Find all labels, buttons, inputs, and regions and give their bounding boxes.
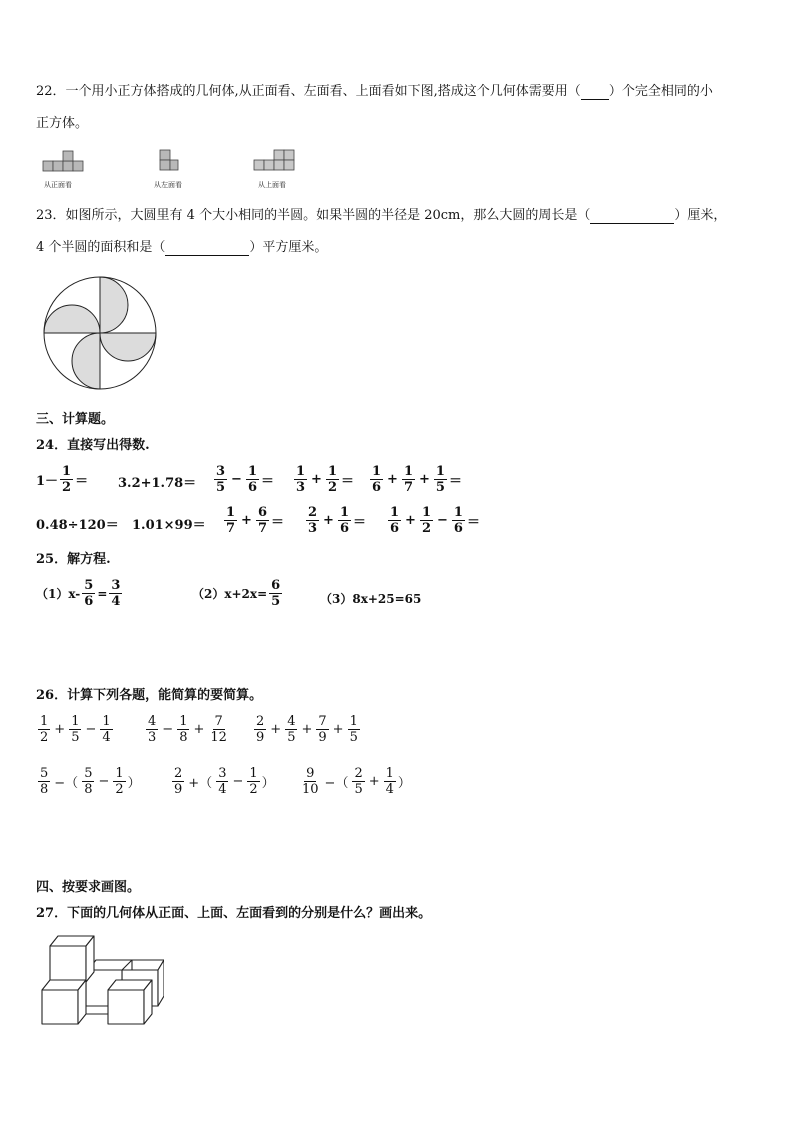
equals: = — [97, 586, 108, 601]
fraction — [146, 714, 158, 745]
operator: + — [270, 722, 282, 737]
q23-text: 23．如图所示，大圆里有 4 个大小相同的半圆。如果半圆的半径是 20cm，那么大圆的周长是（ — [36, 208, 591, 223]
numerator: 1 — [179, 714, 188, 729]
numerator: 1 — [372, 464, 382, 479]
numerator: 1 — [247, 464, 257, 479]
fraction — [113, 766, 125, 797]
fraction — [224, 505, 237, 536]
fraction — [82, 578, 95, 609]
numerator: 1 — [102, 714, 111, 729]
denominator: 4 — [111, 594, 121, 609]
operator: −（ — [54, 776, 79, 791]
denominator: 5 — [71, 730, 80, 745]
denominator: 2 — [327, 480, 337, 495]
q23-line2 — [36, 240, 327, 256]
numerator: 1 — [453, 505, 463, 520]
numerator: 2 — [256, 714, 265, 729]
denominator: 3 — [148, 730, 157, 745]
fraction — [285, 714, 297, 745]
operator: +（ — [188, 776, 213, 791]
denominator: 2 — [115, 782, 124, 797]
denominator: 5 — [271, 594, 281, 609]
operator: − — [232, 774, 244, 789]
top-view-figure — [252, 148, 298, 172]
fraction — [216, 766, 228, 797]
expr-text: 1－ — [36, 474, 59, 489]
operator: + — [405, 513, 416, 528]
denominator: 9 — [174, 782, 183, 797]
numerator: 7 — [214, 714, 223, 729]
operator: + — [323, 513, 334, 528]
q24-r1-e — [368, 464, 462, 495]
operator: + — [419, 472, 430, 487]
numerator: 2 — [308, 505, 318, 520]
denominator: 2 — [62, 480, 72, 495]
front-view-caption: 从正面看 — [44, 181, 72, 189]
numerator: 4 — [148, 714, 157, 729]
expr-text: （1）x- — [36, 587, 81, 601]
q24-r1-c — [212, 464, 274, 495]
fraction — [452, 505, 465, 536]
fraction — [38, 766, 50, 797]
fraction — [294, 464, 307, 495]
denominator: 5 — [354, 782, 363, 797]
denominator: 8 — [179, 730, 188, 745]
numerator: 2 — [354, 766, 363, 781]
denominator: 4 — [385, 782, 394, 797]
q24-r2-b: 1.01×99＝ — [132, 518, 206, 533]
top-view-caption: 从上面看 — [258, 181, 286, 189]
q22-line1 — [36, 84, 713, 100]
left-view-figure — [158, 148, 182, 172]
q26-r1-a — [36, 714, 115, 745]
denominator: 10 — [302, 782, 319, 797]
denominator: 5 — [216, 480, 226, 495]
fraction — [316, 714, 328, 745]
fraction — [269, 578, 282, 609]
numerator: 1 — [296, 464, 306, 479]
denominator: 3 — [296, 480, 306, 495]
operator: + — [368, 774, 380, 789]
denominator: 6 — [372, 480, 382, 495]
fraction — [109, 578, 122, 609]
numerator: 3 — [216, 464, 226, 479]
close-paren: ） — [127, 776, 141, 791]
operator: + — [332, 722, 344, 737]
numerator: 5 — [84, 578, 94, 593]
operator: + — [241, 513, 252, 528]
numerator: 1 — [390, 505, 400, 520]
numerator: 9 — [306, 766, 315, 781]
denominator: 7 — [226, 521, 236, 536]
denominator: 5 — [435, 480, 445, 495]
fraction — [208, 714, 229, 745]
numerator: 6 — [257, 505, 267, 520]
q22-text-end: ）个完全相同的小 — [608, 84, 713, 99]
operator: − — [98, 774, 110, 789]
denominator: 5 — [349, 730, 358, 745]
fraction — [82, 766, 94, 797]
numerator: 1 — [349, 714, 358, 729]
numerator: 1 — [403, 464, 413, 479]
fraction — [69, 714, 81, 745]
q24-r2-e — [386, 505, 480, 536]
close-paren: ） — [261, 776, 275, 791]
operator: + — [54, 722, 66, 737]
denominator: 9 — [256, 730, 265, 745]
q23-text2-end: ）平方厘米。 — [249, 240, 328, 255]
equals: ＝ — [353, 515, 367, 530]
fraction — [172, 766, 184, 797]
numerator: 1 — [249, 766, 258, 781]
equals: ＝ — [271, 515, 285, 530]
q23-text2: 4 个半圆的面积和是（ — [36, 240, 166, 255]
numerator: 1 — [226, 505, 236, 520]
q27-title: 27．下面的几何体从正面、上面、左面看到的分别是什么？画出来。 — [36, 906, 432, 921]
denominator: 2 — [249, 782, 258, 797]
equals: ＝ — [448, 474, 462, 489]
fraction — [326, 464, 339, 495]
q26-r2-a — [36, 766, 141, 797]
fraction — [60, 464, 73, 495]
operator: + — [311, 472, 322, 487]
fraction — [388, 505, 401, 536]
q26-title: 26．计算下列各题，能简算的要简算。 — [36, 688, 263, 703]
denominator: 6 — [84, 594, 94, 609]
numerator: 1 — [385, 766, 394, 781]
numerator: 1 — [339, 505, 349, 520]
fraction — [247, 766, 259, 797]
operator: − — [437, 513, 448, 528]
numerator: 7 — [318, 714, 327, 729]
q24-r2-a: 0.48÷120＝ — [36, 518, 119, 533]
q25-title: 25．解方程. — [36, 552, 111, 567]
close-paren: ） — [397, 776, 411, 791]
denominator: 8 — [84, 782, 93, 797]
denominator: 6 — [453, 521, 463, 536]
section-4-heading: 四、按要求画图。 — [36, 880, 141, 895]
q26-r2-c — [298, 766, 411, 797]
fraction — [300, 766, 321, 797]
equals: ＝ — [261, 474, 275, 489]
q25-eq3: （3）8x+25=65 — [320, 592, 422, 606]
q24-r2-d — [304, 505, 366, 536]
fraction — [256, 505, 269, 536]
fraction — [370, 464, 383, 495]
q23-text-end: ）厘米， — [674, 208, 727, 223]
denominator: 3 — [308, 521, 318, 536]
fraction — [348, 714, 360, 745]
operator: + — [387, 472, 398, 487]
operator: + — [301, 722, 313, 737]
numerator: 1 — [71, 714, 80, 729]
fraction — [402, 464, 415, 495]
fraction — [384, 766, 396, 797]
q22-line2: 正方体。 — [36, 116, 89, 131]
denominator: 4 — [218, 782, 227, 797]
numerator: 1 — [62, 464, 72, 479]
numerator: 4 — [287, 714, 296, 729]
numerator: 6 — [271, 578, 281, 593]
q25-eq2 — [192, 578, 284, 609]
fraction — [246, 464, 259, 495]
left-view-caption: 从左面看 — [154, 181, 182, 189]
numerator: 3 — [218, 766, 227, 781]
operator: − — [85, 722, 97, 737]
operator: − — [231, 472, 242, 487]
q26-r1-b — [144, 714, 231, 745]
numerator: 1 — [435, 464, 445, 479]
denominator: 6 — [247, 480, 257, 495]
denominator: 6 — [339, 521, 349, 536]
numerator: 3 — [111, 578, 121, 593]
denominator: 7 — [403, 480, 413, 495]
q26-r2-b — [170, 766, 275, 797]
front-view-figure — [42, 150, 88, 172]
q22-answer-blank[interactable] — [581, 86, 609, 100]
q23-area-blank[interactable] — [165, 242, 249, 256]
numerator: 2 — [174, 766, 183, 781]
q22-text: 22．一个用小正方体搭成的几何体,从正面看、左面看、上面看如下图,搭成这个几何体需要用（ — [36, 84, 581, 99]
denominator: 8 — [40, 782, 49, 797]
fraction — [254, 714, 266, 745]
fraction — [338, 505, 351, 536]
numerator: 5 — [84, 766, 93, 781]
denominator: 6 — [390, 521, 400, 536]
section-3-heading: 三、计算题。 — [36, 412, 115, 427]
expr-text: （2）x+2x= — [192, 587, 268, 601]
q24-r1-d — [292, 464, 354, 495]
denominator: 7 — [257, 521, 267, 536]
q26-r1-c — [252, 714, 362, 745]
denominator: 2 — [40, 730, 49, 745]
fraction — [214, 464, 227, 495]
denominator: 5 — [287, 730, 296, 745]
cube-stack-figure — [38, 930, 164, 1026]
fraction — [352, 766, 364, 797]
operator: + — [193, 722, 205, 737]
fraction — [434, 464, 447, 495]
equals: ＝ — [466, 515, 480, 530]
fraction — [177, 714, 189, 745]
q24-r1-b: 3.2+1.78＝ — [118, 476, 197, 491]
fraction — [100, 714, 112, 745]
numerator: 1 — [421, 505, 431, 520]
q24-r2-c — [222, 505, 284, 536]
operator: −（ — [324, 776, 349, 791]
numerator: 1 — [115, 766, 124, 781]
circle-semicircles-figure — [40, 276, 160, 390]
denominator: 2 — [421, 521, 431, 536]
q24-title: 24．直接写出得数. — [36, 438, 150, 453]
operator: − — [162, 722, 174, 737]
numerator: 5 — [40, 766, 49, 781]
fraction — [420, 505, 433, 536]
equals: ＝ — [75, 474, 89, 489]
denominator: 9 — [318, 730, 327, 745]
denominator: 12 — [210, 730, 227, 745]
numerator: 1 — [40, 714, 49, 729]
q25-eq1 — [36, 578, 124, 609]
q23-circumference-blank[interactable] — [590, 210, 674, 224]
fraction — [306, 505, 319, 536]
equals: ＝ — [341, 474, 355, 489]
fraction — [38, 714, 50, 745]
q24-r1-a — [36, 464, 88, 495]
q23-line1 — [36, 208, 726, 224]
numerator: 1 — [327, 464, 337, 479]
denominator: 4 — [102, 730, 111, 745]
